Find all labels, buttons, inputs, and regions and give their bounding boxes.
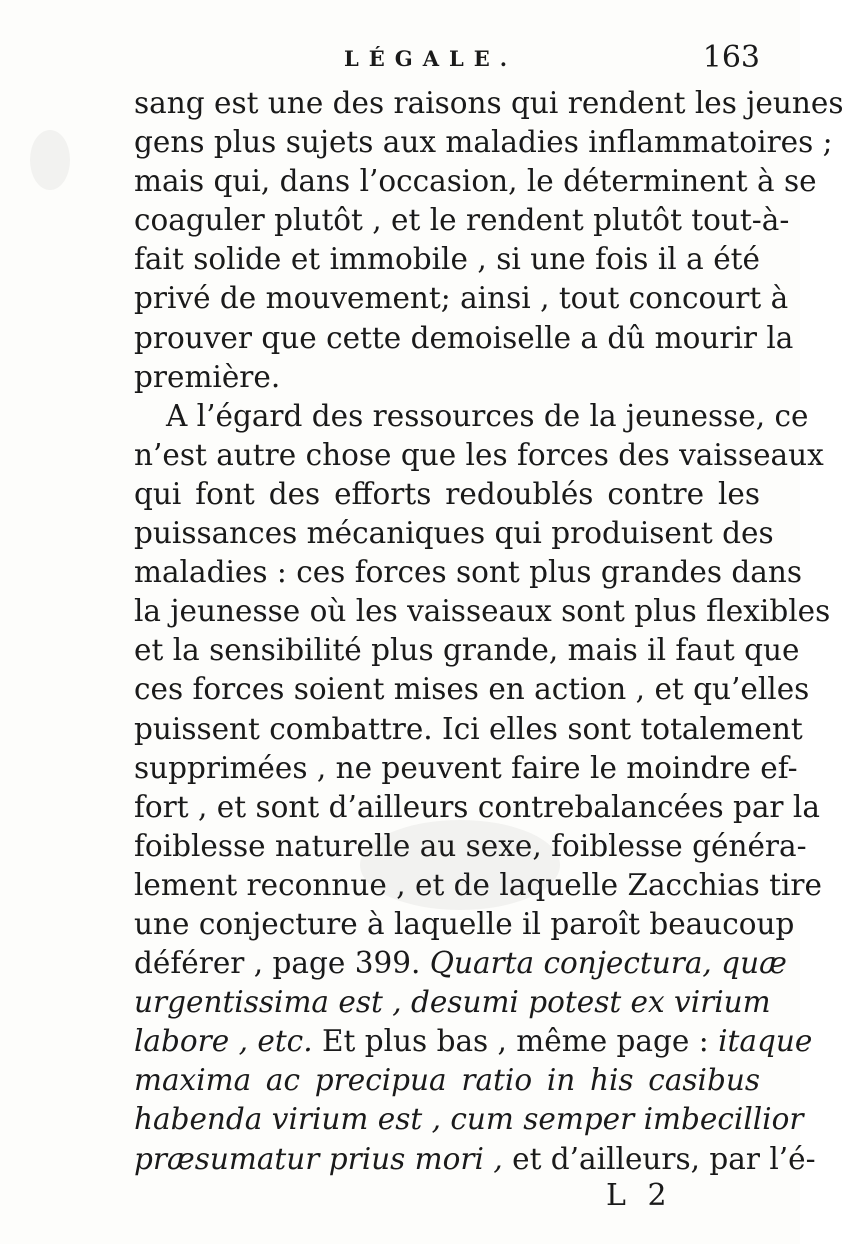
text-line: fort , et sont d’ailleurs contrebalancées par la [134,789,820,824]
text-line: lement reconnue , et de laquelle Zacchias tire [134,867,822,902]
running-head: LÉGALE. [344,46,518,71]
latin-quotation-line: habenda virium est , cum semper imbecillior [134,1102,804,1137]
page-header [134,40,760,80]
text-line: la jeunesse où les vaisseaux sont plus flexibles [134,594,831,629]
text-line: privé de mouvement; ainsi , tout concourt à [134,281,789,316]
text-line: ces forces soient mises en action , et qu’elles [134,672,810,707]
latin-quotation-line: urgentissima est , desumi potest ex virium [134,985,771,1020]
text-line: prouver que cette demoiselle a dû mourir la [134,320,794,355]
latin-quotation: itaque [718,1024,813,1059]
text-line: fait solide et immobile , si une fois il a été [134,242,760,277]
text-line: première. [134,359,281,394]
latin-quotation: præsumatur prius mori , [134,1141,503,1176]
text-segment: déférer , page 399. [134,946,421,981]
text-line [134,1140,816,1179]
text-segment: et d’ailleurs, par l’é- [512,1141,816,1176]
text-line: une conjecture à laquelle il paroît beaucoup [134,906,795,941]
text-segment: Et plus bas , même page : [321,1024,709,1059]
latin-quotation: labore , etc. [134,1024,313,1059]
text-line [134,944,787,983]
text-line: maladies : ces forces sont plus grandes dans [134,555,802,590]
text-line: coaguler plutôt , et le rendent plutôt tout-à- [134,203,790,238]
body-text [134,84,843,1179]
text-line: foiblesse naturelle au sexe, foiblesse généra- [134,828,807,863]
text-line [134,1022,813,1061]
text-line: gens plus sujets aux maladies inflammatoires ; [134,125,833,160]
latin-quotation-line: maxima ac precipua ratio in his casibus [134,1063,760,1098]
latin-quotation: Quarta conjectura, quæ [429,946,787,981]
text-line: puissent combattre. Ici elles sont totalement [134,711,803,746]
text-line: n’est autre chose que les forces des vaisseaux [134,437,824,472]
text-line: qui font des efforts redoublés contre les [134,476,760,511]
text-line: supprimées , ne peuvent faire le moindre ef- [134,750,798,785]
paper-stain [30,130,70,190]
signature-mark: L 2 [606,1178,673,1213]
text-line: puissances mécaniques qui produisent des [134,516,774,551]
text-line: A l’égard des ressources de la jeunesse, ce [166,398,809,433]
page-number: 163 [702,40,760,75]
text-line: sang est une des raisons qui rendent les jeunes [134,86,843,120]
text-line: mais qui, dans l’occasion, le déterminent à se [134,164,817,199]
text-line: et la sensibilité plus grande, mais il faut que [134,633,800,668]
